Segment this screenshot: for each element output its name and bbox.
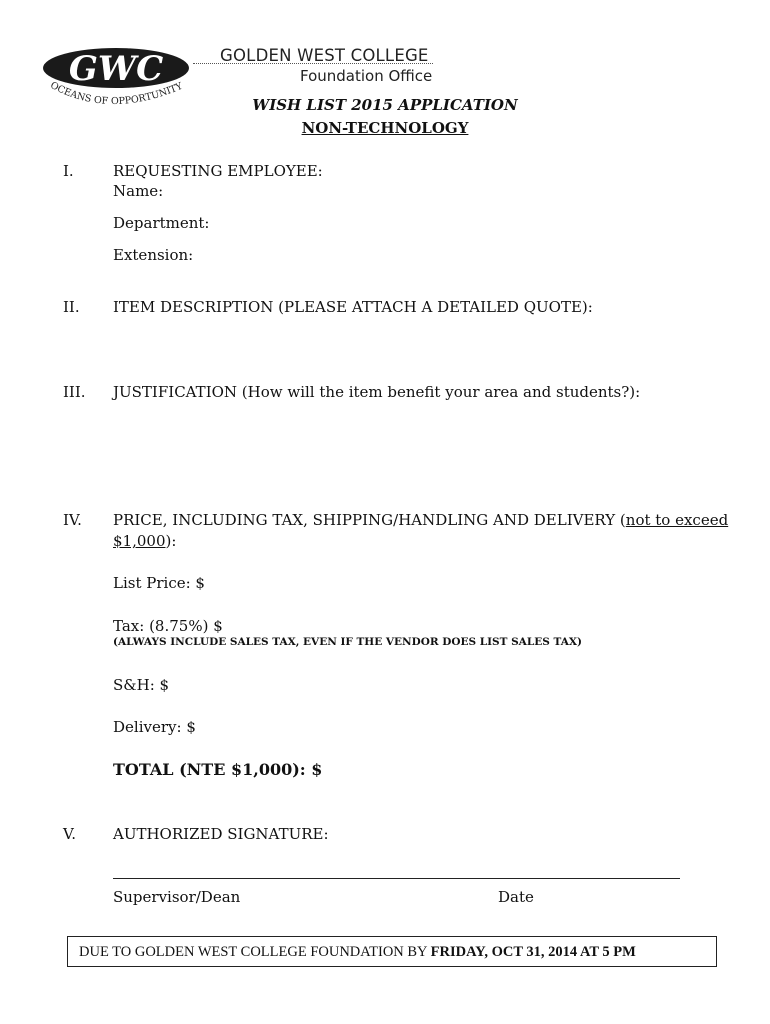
price-limit-underlined: $1,000 xyxy=(113,532,166,550)
item-description-heading: ITEM DESCRIPTION (PLEASE ATTACH A DETAILED QUOTE): xyxy=(113,298,593,316)
foundation-office: Foundation Office xyxy=(300,67,433,85)
sh-label: S&H: $ xyxy=(113,676,170,694)
supervisor-dean-label: Supervisor/Dean xyxy=(113,888,241,906)
svg-text:OCEANS OF OPPORTUNITY: OCEANS OF OPPORTUNITY xyxy=(48,79,185,108)
justification-heading: JUSTIFICATION (How will the item benefit your area and students?): xyxy=(113,383,641,401)
due-date-deadline: FRIDAY, OCT 31, 2014 AT 5 PM xyxy=(430,944,636,960)
authorized-signature-heading: AUTHORIZED SIGNATURE: xyxy=(113,825,329,843)
due-date-prefix: DUE TO GOLDEN WEST COLLEGE FOUNDATION BY xyxy=(79,944,431,960)
section-iv-number: IV. xyxy=(63,511,82,529)
extension-label: Extension: xyxy=(113,246,194,264)
section-i-number: I. xyxy=(63,162,74,180)
price-heading-line2 xyxy=(113,532,176,550)
price-heading-end: ): xyxy=(165,532,177,550)
svg-text:GWC: GWC xyxy=(68,49,164,89)
section-iii-number: III. xyxy=(63,383,86,401)
list-price-label: List Price: $ xyxy=(113,574,205,592)
section-v-number: V. xyxy=(63,825,76,843)
section-ii-number: II. xyxy=(63,298,80,316)
form-subtitle: NON-TECHNOLOGY xyxy=(301,119,469,137)
name-label: Name: xyxy=(113,182,164,200)
college-name: GOLDEN WEST COLLEGE xyxy=(220,46,429,65)
form-title: WISH LIST 2015 APPLICATION xyxy=(252,96,518,114)
signature-line[interactable] xyxy=(113,878,680,879)
price-heading-text: PRICE, INCLUDING TAX, SHIPPING/HANDLING AND DELIVERY ( xyxy=(113,511,626,529)
price-heading-underlined: not to exceed xyxy=(625,511,729,529)
price-heading xyxy=(113,511,728,529)
due-date-text xyxy=(79,944,636,961)
department-label: Department: xyxy=(113,214,210,232)
requesting-employee-heading: REQUESTING EMPLOYEE: xyxy=(113,162,323,180)
date-label: Date xyxy=(498,888,534,906)
tax-label: Tax: (8.75%) $ xyxy=(113,617,223,635)
total-label: TOTAL (NTE $1,000): $ xyxy=(113,760,323,779)
delivery-label: Delivery: $ xyxy=(113,718,196,736)
tax-note: (ALWAYS INCLUDE SALES TAX, EVEN IF THE VENDOR DOES LIST SALES TAX) xyxy=(113,636,582,648)
